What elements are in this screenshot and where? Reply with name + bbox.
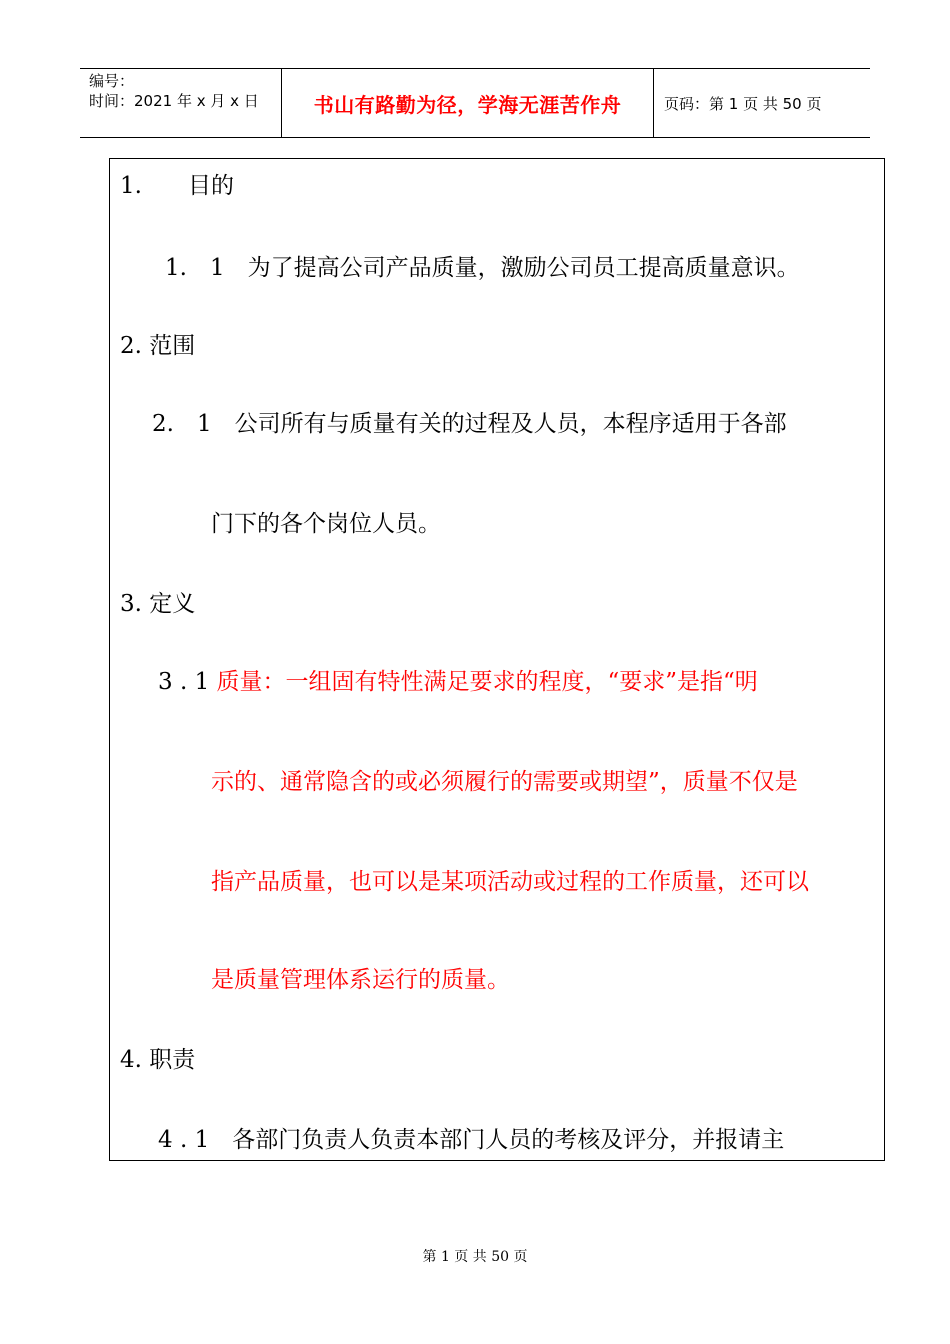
section-2-1-line-1: 2. 1 公司所有与质量有关的过程及人员，本程序适用于各部 (152, 411, 787, 437)
page-header (80, 68, 870, 138)
section-4-1: 4 . 1 各部门负责人负责本部门人员的考核及评分，并报请主 (158, 1127, 785, 1153)
header-page-number: 页码：第 1 页 共 50 页 (664, 94, 822, 113)
page-footer: 第 1 页 共 50 页 (422, 1249, 528, 1265)
section-3-1-line-1 (158, 667, 758, 697)
section-1-1: 1. 1 为了提高公司产品质量，激励公司员工提高质量意识。 (165, 255, 800, 281)
section-3-1-line-4: 是质量管理体系运行的质量。 (211, 967, 510, 993)
section-3-1-definition-1: 质量：一组固有特性满足要求的程度，“要求”是指“明 (216, 669, 758, 695)
section-2-title: 2. 范围 (120, 333, 196, 359)
section-3-title: 3. 定义 (120, 591, 196, 617)
section-2-1-line-2: 门下的各个岗位人员。 (211, 511, 441, 537)
document-number-label: 编号： (89, 72, 135, 90)
section-3-1-line-3: 指产品质量，也可以是某项活动或过程的工作质量，还可以 (211, 869, 809, 895)
section-3-1-line-2: 示的、通常隐含的或必须履行的需要或期望”，质量不仅是 (211, 769, 798, 795)
section-4-title: 4. 职责 (120, 1047, 196, 1073)
document-date-label: 时间：2021 年 x 月 x 日 (89, 92, 259, 110)
section-1-title: 1. 目的 (120, 173, 234, 199)
header-motto: 书山有路勤为径，学海无涯苦作舟 (282, 69, 654, 137)
section-3-1-number: 3 . 1 (158, 669, 217, 695)
document-body (109, 158, 885, 1161)
header-meta (80, 69, 282, 137)
